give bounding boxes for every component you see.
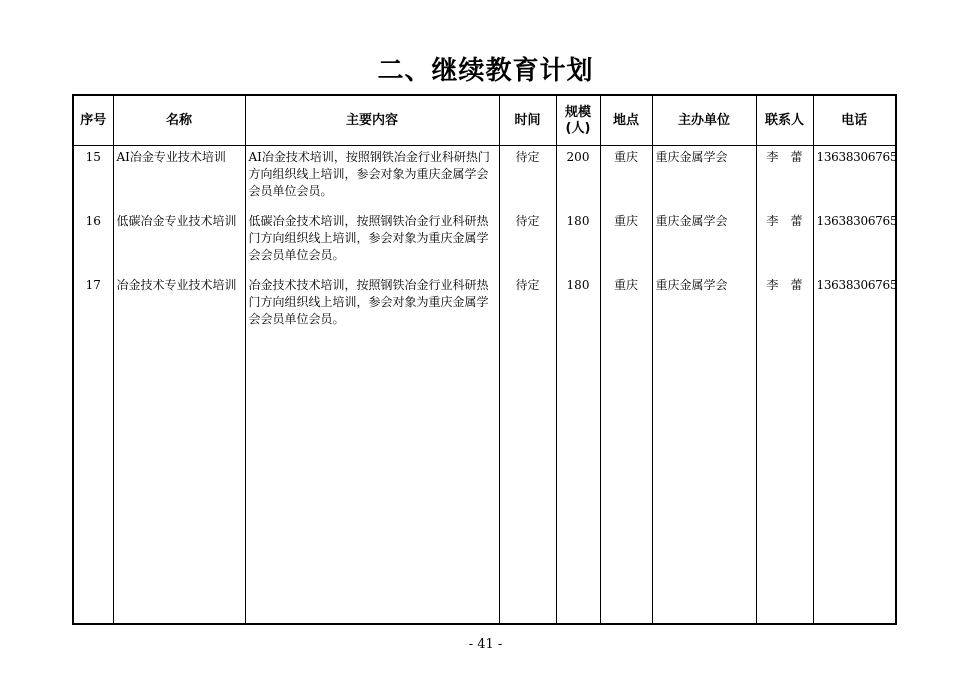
cell-name: 冶金技术专业技术培训 bbox=[113, 274, 245, 338]
cell-time: 待定 bbox=[499, 274, 556, 338]
cell-scale: 180 bbox=[556, 210, 600, 274]
header-contact: 联系人 bbox=[756, 95, 813, 146]
table-row bbox=[73, 146, 896, 211]
empty-cell bbox=[499, 338, 556, 624]
cell-content: 冶金技术技术培训，按照钢铁冶金行业科研热门方向组织线上培训，参会对象为重庆金属学会会员单位会员。 bbox=[245, 274, 499, 338]
empty-cell bbox=[813, 338, 896, 624]
cell-time: 待定 bbox=[499, 210, 556, 274]
cell-location: 重庆 bbox=[600, 274, 652, 338]
table-row bbox=[73, 210, 896, 274]
cell-seq: 17 bbox=[73, 274, 113, 338]
empty-cell bbox=[556, 338, 600, 624]
cell-seq: 15 bbox=[73, 146, 113, 211]
cell-phone: 13638306765 bbox=[813, 210, 896, 274]
empty-cell bbox=[73, 338, 113, 624]
header-name: 名称 bbox=[113, 95, 245, 146]
cell-contact: 李 蕾 bbox=[756, 274, 813, 338]
cell-name: 低碳冶金专业技术培训 bbox=[113, 210, 245, 274]
cell-organizer: 重庆金属学会 bbox=[652, 146, 756, 211]
page-title: 二、继续教育计划 bbox=[377, 56, 594, 86]
page-number: - 41 - bbox=[468, 637, 503, 652]
header-phone: 电话 bbox=[813, 95, 896, 146]
header-scale: 规模(人) bbox=[556, 95, 600, 146]
cell-name: AI冶金专业技术培训 bbox=[113, 146, 245, 211]
header-organizer: 主办单位 bbox=[652, 95, 756, 146]
header-time: 时间 bbox=[499, 95, 556, 146]
table-row bbox=[73, 274, 896, 338]
table-empty-area bbox=[73, 338, 896, 624]
table-header-row bbox=[73, 95, 896, 146]
empty-cell bbox=[652, 338, 756, 624]
cell-time: 待定 bbox=[499, 146, 556, 211]
cell-organizer: 重庆金属学会 bbox=[652, 274, 756, 338]
header-content: 主要内容 bbox=[245, 95, 499, 146]
cell-contact: 李 蕾 bbox=[756, 210, 813, 274]
cell-organizer: 重庆金属学会 bbox=[652, 210, 756, 274]
education-plan-table bbox=[72, 94, 897, 625]
empty-cell bbox=[600, 338, 652, 624]
cell-seq: 16 bbox=[73, 210, 113, 274]
cell-phone: 13638306765 bbox=[813, 274, 896, 338]
empty-cell bbox=[245, 338, 499, 624]
cell-content: AI冶金技术培训，按照钢铁冶金行业科研热门方向组织线上培训，参会对象为重庆金属学会会员单位会员。 bbox=[245, 146, 499, 211]
header-location: 地点 bbox=[600, 95, 652, 146]
cell-location: 重庆 bbox=[600, 146, 652, 211]
cell-location: 重庆 bbox=[600, 210, 652, 274]
empty-cell bbox=[756, 338, 813, 624]
cell-phone: 13638306765 bbox=[813, 146, 896, 211]
header-seq: 序号 bbox=[73, 95, 113, 146]
cell-scale: 200 bbox=[556, 146, 600, 211]
cell-scale: 180 bbox=[556, 274, 600, 338]
empty-cell bbox=[113, 338, 245, 624]
cell-contact: 李 蕾 bbox=[756, 146, 813, 211]
cell-content: 低碳冶金技术培训，按照钢铁冶金行业科研热门方向组织线上培训，参会对象为重庆金属学会会员单位会员。 bbox=[245, 210, 499, 274]
